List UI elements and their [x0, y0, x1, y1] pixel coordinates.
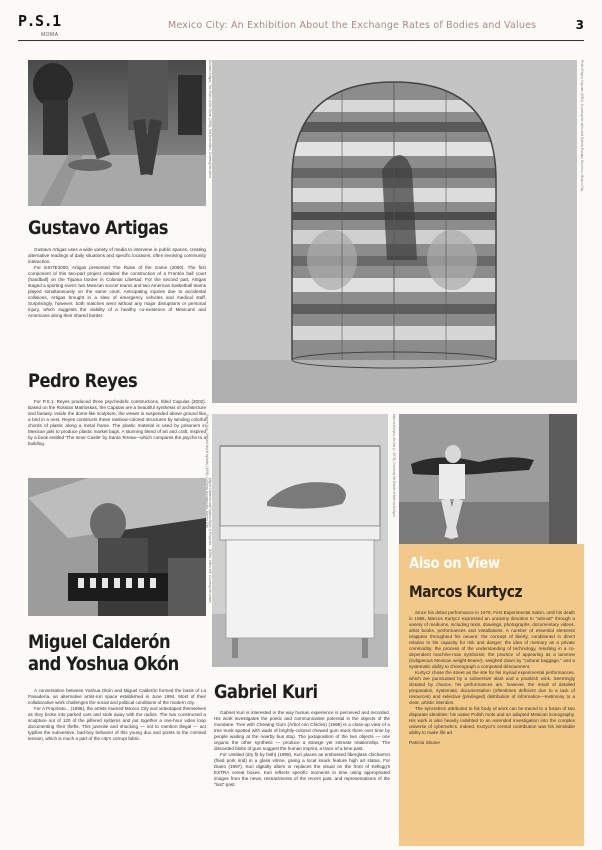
kuri-paragraph: For Untitled (dry fit by faith) (1998), Kuri places an embossed fiberglass chicharron (fried pork rind) in a glass vitrine, giving a local snack feature high art status. For Diario (1997), Kuri digitally alters or replaces the visual on the front of Kellogg's EXTRA cereal boxes. Kuri reflects specific moments in time using appropriated images from the news, reenactments of the recent past, and representations of the "lost" past. — [214, 752, 390, 787]
kurtycz-caption: Marcos Kurtycz, Acción (c. 1978). Courtesy the Estate of Marcos Kurtycz. — [392, 414, 396, 518]
calderon-body — [28, 688, 206, 838]
kuri-body — [214, 710, 390, 845]
reyes-capula-photo — [212, 60, 577, 403]
artigas-paragraph: Gustavo Artigas uses a wide variety of media to intervene in public spaces, creating alternative readings of daily situations and specific locations, often involving community interaction. — [28, 247, 206, 264]
kurtycz-photo — [399, 414, 577, 544]
ps1-logo: P.S.1 — [18, 12, 61, 30]
page-number: 3 — [575, 18, 584, 32]
artigas-body — [28, 247, 206, 373]
kurtycz-paragraph: Since his debut performance in 1979, First Experimental Salon, until his death in 1996, Marcos Kurtycz expressed an uncanny devotion to "anti-art" through a variety of mediums, including texts, drawings, photographs, documentary videos, artist books, performances and installations. A number of essential elements reappear throughout his oeuvre: the concept of liberty, conditioned in direct relation to his capacity for risk and danger; the idea of memory as a private commodity; the process of the understanding of technology, resulting in a co-dependent machine-man symbiosis; the practice of appearing as a tameme (indiganous Mexican weight-bearer), weighed down by "cultural baggage," and a systematic ability to choreograph a composed dénouement. — [409, 610, 575, 669]
calderon-paragraph: For A Propósito... (1996), the artists roamed Mexico City and videotaped themselves as they broke into parked cars and stole away with the radios. The two constructed a sculpture out of 120 of the pilfered systems and put together a one-hour video loop documenting their thefts. This juvenile and shocking — not to mention illegal — act typifies the subversive, bad-boy behavior of this young duo and points to the criminal tension, which is much a part of the city's corrupt fabric. — [28, 706, 206, 741]
kuri-heading: Gabriel Kuri — [214, 681, 318, 703]
calderon-photo — [28, 478, 206, 616]
running-title: Mexico City: An Exhibition About the Exchange Rates of Bodies and Values — [168, 20, 537, 31]
artigas-heading: Gustavo Artigas — [28, 217, 169, 239]
also-on-view-kicker: Also on View — [409, 554, 500, 572]
kurtycz-body — [409, 610, 575, 842]
page-header — [18, 14, 584, 41]
kuri-caption: Gabriel Kuri, Untitled (dry fit by faith) (1998). Courtesy kurimanzutto, Mexico City. — [205, 414, 209, 529]
artigas-photo — [28, 60, 206, 206]
kuri-vitrine-photo — [212, 414, 388, 667]
kuri-paragraph: Gabriel Kuri is interested in the way human experience is perceived and recorded. His work investigates the poetic and communicative potential in the objects of the mundane. Tree with Chewing Gum (Árbol con Chicles) (1998) is a close-up view of a tree trunk spotted with wads of brightly-colored chewed gum stuck there over time by people waiting at the nearby bus stop. The juxtaposition of the two objects — one organic the other synthetic — produce a strange yet intimate relationship. The discarded blobs of gum suggest the human imprint, a trace of a time past. — [214, 710, 390, 751]
calderon-caption: Miguel Calderón and Yoshua Okón, A Propósito... (1996). Video still. Courtesy the artists. — [208, 478, 212, 604]
author-signature: Patricia Sloane — [409, 740, 440, 745]
reyes-caption: Pedro Reyes, Capulas (2002). Courtesy the artist and Galería Enrique Guerrero, Mexico City. — [580, 60, 584, 192]
kurtycz-paragraph: Kurtycz chose the street as the site for his myriad experimental performances, which are punctuated by a subversive slant and a prankish wink. Seemingly dictated by chance, his performances are, however, the result of detailed preparation, systematic documentation (oftentimes deficient due to a lack of resources) and selective (privileged) distribution of information—testimony to a clear, artistic intention. — [409, 670, 575, 705]
calderon-heading-line2: and Yoshua Okón — [28, 653, 179, 675]
reyes-body — [28, 399, 206, 479]
reyes-paragraph: For P.S.1, Reyes produced three psychedelic constructions, titled Capulas (2002). Based on the Russian Matrioskas, the Capulas are a beautiful synthesis of architecture and fantasy. Inside the dome-like sculpture, the viewer is suspended above ground like a bird in a nest. Reyes constructs these rainbow-colored structures by winding colorful chords of plastic along a metal frame. The plastic material is used by prisoners in Mexican jails to produce plastic market bags. A stunning blend of art and craft, inspired by a book entitled 'The Inner Castle' by Santa Teresa—which compares the psyche to a building. — [28, 399, 206, 446]
calderon-paragraph: A conversation between Yoshua Okón and Miguel Calderón formed the basis of La Panadería, an alternative artist-run space established in June 1994. Most of their collaborative work challenges the social and political conditions of the modern city. — [28, 688, 206, 705]
reyes-heading: Pedro Reyes — [28, 370, 138, 392]
kurtycz-heading: Marcos Kurtycz — [409, 582, 523, 601]
also-on-view-box — [399, 544, 584, 846]
kurtycz-paragraph: The syncretism attributed to his body of work can be traced to a fusion of two disparate identities: his native Polish roots and an adopted Mexican iconography. His work is also heavily indebted to an extended investigation into the complex universe of cybernetics. Indeed, Kurtycz's central contribution was his inimitable ability to make life art. — [409, 706, 575, 735]
calderon-heading-line1: Miguel Calderón — [28, 631, 171, 653]
artigas-paragraph: For inSITE2000, Artigas presented The Rules of the Game (2000). The first component of this two-part project entailed the construction of a Frontón ball court (handball) on the Tijuana border in Colonial Libertad. For the second part, Artigas staged a sporting event: two Mexican soccer teams and two American basketball teams played simultaneously on the same court. Anticipating injuries due to accidental collisions, Artigas brought in a slew of emergency vehicles and medical staff. Surprisingly, however, both matches went without any major disruptions or personal injury, which suggests the viability of a healthy co-existence of Mexicans and Americans along their shared border. — [28, 265, 206, 318]
moma-logo: MOMA — [41, 32, 59, 38]
artigas-caption: Gustavo Artigas, The Rules of the Game (2000). Still from video. Courtesy the artist. — [208, 60, 212, 179]
